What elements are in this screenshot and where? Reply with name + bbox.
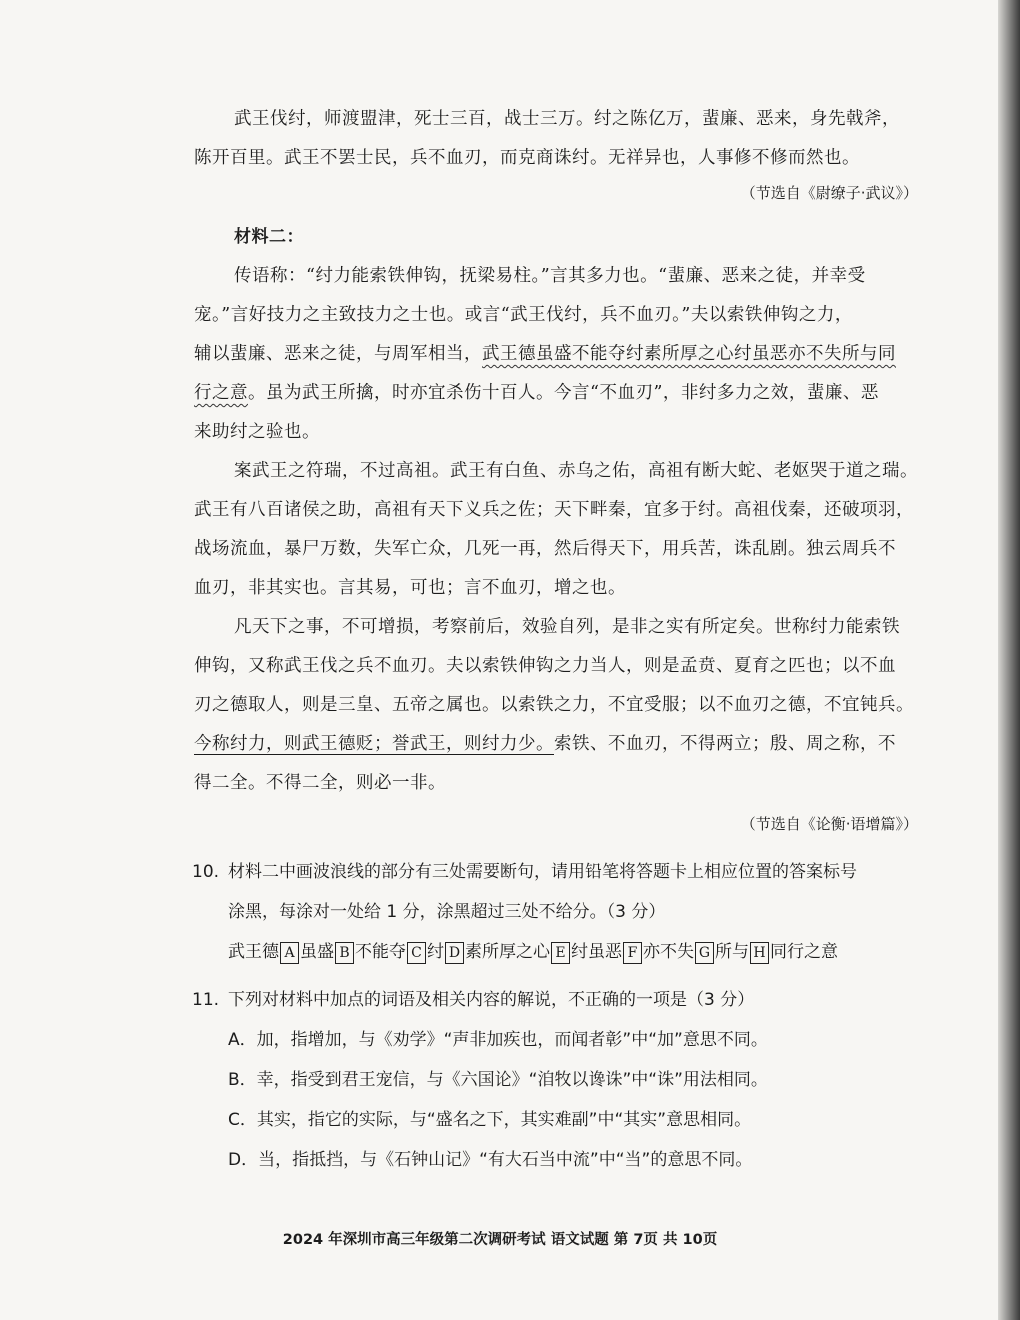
plain-text: 索铁、不血刃，不得两立；殷、周之称，不: [554, 734, 896, 754]
answer-box-b[interactable]: B: [335, 942, 354, 964]
answer-box-e[interactable]: E: [551, 942, 570, 964]
page-footer: 2024 年深圳市高三年级第二次调研考试 语文试题 第 7页 共 10页: [282, 1232, 718, 1248]
passage-line: [194, 335, 924, 374]
segment-text: 亦不失: [643, 942, 694, 962]
question-10: [192, 852, 922, 972]
option-a[interactable]: A．加，指增加，与《劝学》“声非加疾也，而闻者彰”中“加”意思不同。: [228, 1030, 768, 1050]
passage-line: 陈开百里。武王不罢士民，兵不血刃，而克商诛纣。无祥异也，人事修不修而然也。: [194, 148, 860, 168]
answer-box-g[interactable]: G: [695, 942, 714, 964]
source-citation: （节选自《尉缭子·武议》）: [740, 184, 918, 202]
segment-text: 纣: [427, 942, 444, 962]
answer-box-a[interactable]: A: [280, 942, 299, 964]
passage-line: 武王有八百诸侯之助，高祖有天下义兵之佐；天下畔秦，宜多于纣。高祖伐秦，还破项羽，: [194, 500, 914, 520]
question-text: 下列对材料中加点的词语及相关内容的解说，不正确的一项是（3 分）: [228, 990, 755, 1010]
underlined-text: 今称纣力，则武王德贬；誉武王，则纣力少。: [194, 734, 554, 754]
passage-line: [194, 725, 924, 764]
question-text: 材料二中画波浪线的部分有三处需要断句，请用铅笔将答题卡上相应位置的答案标号: [228, 862, 857, 882]
answer-box-h[interactable]: H: [750, 942, 769, 964]
passage-line: 传语称：“纣力能索铁伸钩，抚梁易柱。”言其多力也。“蜚廉、恶来之徒，并幸受: [234, 266, 866, 286]
passage-line: 血刃，非其实也。言其易，可也；言不血刃，增之也。: [194, 578, 626, 598]
segment-text: 素所厚之心: [465, 942, 550, 962]
scan-edge-shadow: [998, 0, 1020, 1320]
segment-text: 同行之意: [770, 942, 838, 962]
passage-line: [194, 374, 924, 413]
wavy-underlined-text: 行之意: [194, 383, 248, 403]
plain-text: 辅以蜚廉、恶来之徒，与周军相当，: [194, 344, 482, 364]
passage-line: 刃之德取人，则是三皇、五帝之属也。以索铁之力，不宜受服；以不血刃之德，不宜钝兵。: [194, 695, 914, 715]
material-one: [194, 100, 924, 208]
passage-line: 武王伐纣，师渡盟津，死士三百，战士三万。纣之陈亿万，蜚廉、恶来，身先戟斧，: [234, 109, 900, 129]
passage-line: 战场流血，暴尸万数，失军亡众，几死一再，然后得天下，用兵苦，诛乱剧。独云周兵不: [194, 539, 896, 559]
passage-line: 得二全。不得二全，则必一非。: [194, 773, 446, 793]
plain-text: 。虽为武王所擒，时亦宜杀伤十百人。今言“不血刃”，非纣多力之效，蜚廉、恶: [248, 383, 879, 403]
question-number: 10.: [192, 862, 220, 882]
answer-box-d[interactable]: D: [445, 942, 464, 964]
material-two: [194, 218, 924, 839]
passage-line: 案武王之符瑞，不过高祖。武王有白鱼、赤乌之佑，高祖有断大蛇、老妪哭于道之瑞。: [234, 461, 918, 481]
option-b[interactable]: B．幸，指受到君王宠信，与《六国论》“洎牧以谗诛”中“诛”用法相同。: [228, 1070, 768, 1090]
source-citation: （节选自《论衡·语增篇》）: [740, 815, 918, 833]
segment-text: 不能夺: [355, 942, 406, 962]
option-c[interactable]: C．其实，指它的实际，与“盛名之下，其实难副”中“其实”意思相同。: [228, 1110, 752, 1130]
question-stem-line: [192, 980, 922, 1020]
answer-segment-line: [192, 932, 922, 972]
question-stem-line: [192, 852, 922, 892]
segment-text: 虽盛: [300, 942, 334, 962]
segment-text: 武王德: [228, 942, 279, 962]
passage-line: 宠。”言好技力之主致技力之士也。或言“武王伐纣，兵不血刃。”夫以索铁伸钩之力，: [194, 305, 853, 325]
paragraph-3: [194, 608, 924, 803]
passage-line: 来助纣之验也。: [194, 422, 320, 442]
wavy-underlined-text: 武王德虽盛不能夺纣素所厚之心纣虽恶亦不失所与同: [482, 344, 896, 364]
segment-text: 纣虽恶: [571, 942, 622, 962]
question-number: 11.: [192, 990, 220, 1010]
option-d[interactable]: D．当，指抵挡，与《石钟山记》“有大石当中流”中“当”的意思不同。: [228, 1150, 753, 1170]
passage-line: 伸钩，又称武王伐之兵不血刃。夫以索铁伸钩之力当人，则是孟贲、夏育之匹也；以不血: [194, 656, 896, 676]
answer-box-f[interactable]: F: [623, 942, 642, 964]
answer-box-c[interactable]: C: [407, 942, 426, 964]
question-11: [192, 980, 922, 1180]
passage-line: 凡天下之事，不可增损，考察前后，效验自列，是非之实有所定矣。世称纣力能索铁: [234, 617, 900, 637]
paragraph-2: [194, 452, 924, 608]
paragraph-1: [194, 257, 924, 452]
section-heading: 材料二：: [234, 227, 304, 247]
question-stem-line: 涂黑，每涂对一处给 1 分，涂黑超过三处不给分。（3 分）: [228, 902, 666, 922]
segment-text: 所与: [715, 942, 749, 962]
